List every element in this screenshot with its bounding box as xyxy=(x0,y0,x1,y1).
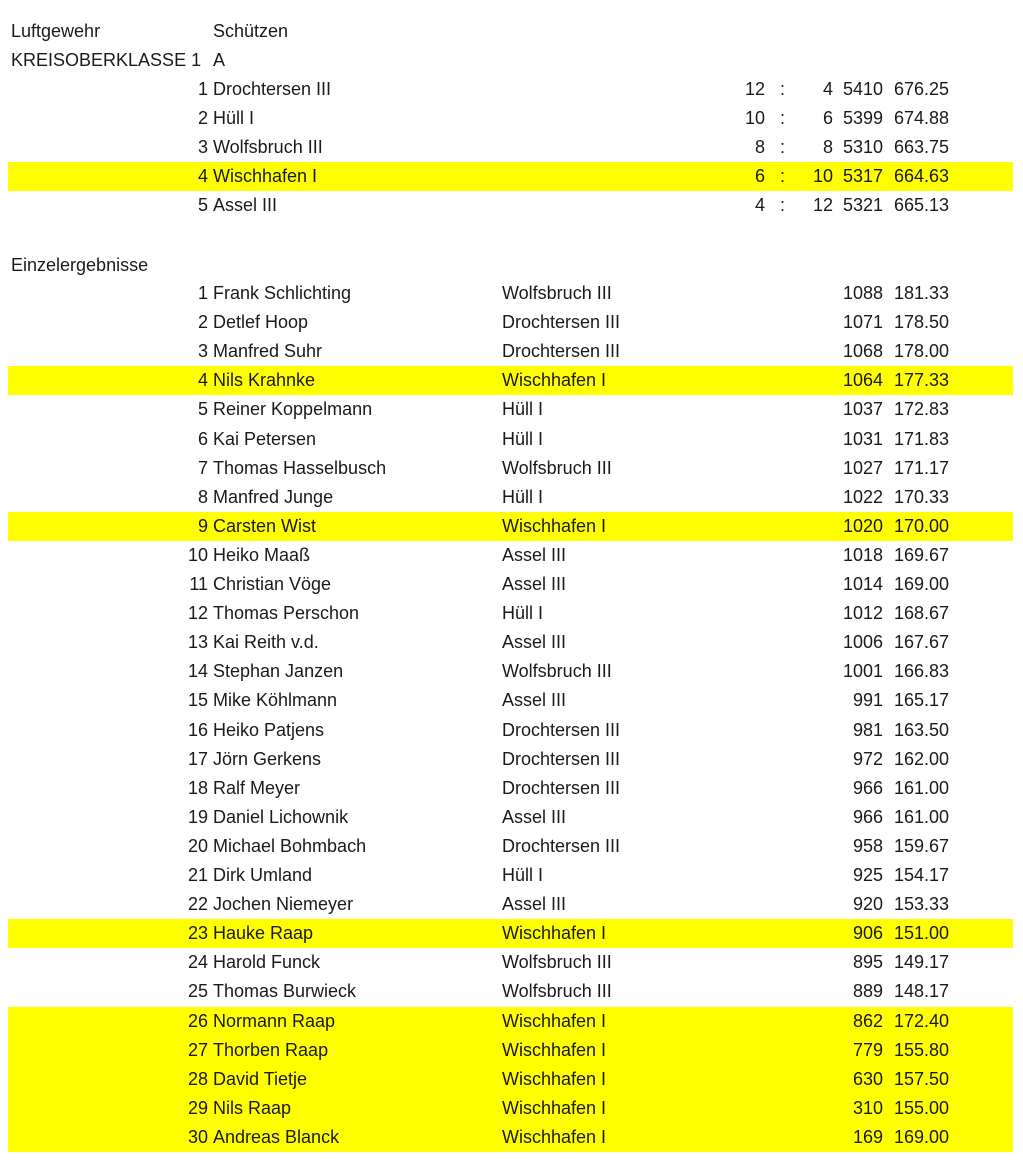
team-average: 663.75 xyxy=(893,137,949,158)
shooter-name: David Tietje xyxy=(213,1068,308,1089)
shooter-rank: 5 xyxy=(197,399,208,420)
shooter-rank: 18 xyxy=(187,777,208,798)
team-total: 5321 xyxy=(842,195,883,216)
shooter-name: Mike Köhlmann xyxy=(213,690,338,711)
shooter-club: Drochtersen III xyxy=(502,748,621,769)
individual-row xyxy=(8,919,1013,948)
header-row-1 xyxy=(8,17,1013,46)
shooter-average: 172.40 xyxy=(893,1010,949,1031)
shooter-total: 1027 xyxy=(842,457,883,478)
shooter-club: Wischhafen I xyxy=(502,1010,607,1031)
individual-row xyxy=(8,1007,1013,1036)
team-average: 664.63 xyxy=(893,166,949,187)
individual-row xyxy=(8,948,1013,977)
shooter-total: 1037 xyxy=(842,399,883,420)
shooter-name: Nils Raap xyxy=(213,1097,292,1118)
shooter-name: Manfred Suhr xyxy=(213,341,323,362)
team-total: 5317 xyxy=(842,166,883,187)
shooter-total: 1006 xyxy=(842,632,883,653)
shooter-total: 1088 xyxy=(842,283,883,303)
shooter-average: 157.50 xyxy=(893,1068,949,1089)
shooter-total: 925 xyxy=(852,865,883,885)
shooter-club: Hüll I xyxy=(502,603,544,624)
shooter-club: Drochtersen III xyxy=(502,341,621,362)
shooter-club: Hüll I xyxy=(502,428,544,449)
shooter-rank: 3 xyxy=(197,341,208,362)
individual-row xyxy=(8,977,1013,1006)
shooter-club: Hüll I xyxy=(502,486,544,507)
shooter-club: Hüll I xyxy=(502,865,544,885)
shooter-club: Wischhafen I xyxy=(502,1068,607,1089)
shooter-rank: 4 xyxy=(197,370,208,391)
individual-row xyxy=(8,308,1013,337)
shooter-rank: 27 xyxy=(187,1039,208,1060)
team-points-won: 8 xyxy=(754,137,765,158)
shooter-name: Kai Petersen xyxy=(213,428,317,449)
individual-row xyxy=(8,425,1013,454)
shooter-total: 991 xyxy=(852,690,883,711)
team-points-won: 10 xyxy=(744,108,765,129)
shooter-rank: 14 xyxy=(187,661,208,682)
team-points-separator: : xyxy=(780,137,786,158)
individual-row xyxy=(8,745,1013,774)
shooter-average: 163.50 xyxy=(893,719,949,740)
team-rank: 3 xyxy=(197,137,208,158)
shooter-total: 630 xyxy=(852,1068,883,1089)
team-name: Wolfsbruch III xyxy=(213,137,323,158)
shooter-average: 151.00 xyxy=(893,923,949,944)
shooter-rank: 21 xyxy=(187,865,208,885)
shooter-average: 181.33 xyxy=(893,283,949,303)
shooter-name: Daniel Lichownik xyxy=(213,806,349,827)
shooter-name: Detlef Hoop xyxy=(213,312,309,333)
team-points-won: 12 xyxy=(744,79,765,99)
individual-row xyxy=(8,395,1013,424)
shooter-total: 862 xyxy=(852,1010,883,1031)
shooter-average: 155.80 xyxy=(893,1039,949,1060)
shooter-rank: 6 xyxy=(197,428,208,449)
team-points-lost: 12 xyxy=(812,195,833,216)
team-points-separator: : xyxy=(780,195,786,216)
team-total: 5399 xyxy=(842,108,883,129)
shooter-rank: 12 xyxy=(187,603,208,624)
individual-row xyxy=(8,483,1013,512)
individual-row xyxy=(8,1036,1013,1065)
shooter-club: Drochtersen III xyxy=(502,719,621,740)
shooter-total: 895 xyxy=(852,952,883,973)
individual-row xyxy=(8,1094,1013,1123)
shooter-total: 966 xyxy=(852,777,883,798)
shooter-club: Wischhafen I xyxy=(502,923,607,944)
shooter-average: 161.00 xyxy=(893,806,949,827)
shooter-average: 153.33 xyxy=(893,894,949,915)
shooter-name: Michael Bohmbach xyxy=(213,835,367,856)
team-row xyxy=(8,104,1013,133)
shooter-club: Drochtersen III xyxy=(502,312,621,333)
individual-row xyxy=(8,454,1013,483)
shooter-name: Christian Vöge xyxy=(213,574,332,594)
shooter-total: 1020 xyxy=(842,515,883,536)
shooter-total: 1071 xyxy=(842,312,883,333)
league-label: KREISOBERKLASSE 1 xyxy=(11,50,202,70)
shooter-name: Ralf Meyer xyxy=(213,777,301,798)
individual-row xyxy=(8,774,1013,803)
individual-section-title-row xyxy=(8,251,1013,280)
team-name: Hüll I xyxy=(213,108,255,129)
shooter-total: 889 xyxy=(852,981,883,1002)
shooter-name: Reiner Koppelmann xyxy=(213,399,373,420)
shooter-club: Assel III xyxy=(502,806,567,827)
shooter-name: Thomas Perschon xyxy=(213,603,360,624)
shooter-name: Andreas Blanck xyxy=(213,1126,340,1147)
individual-row xyxy=(8,657,1013,686)
shooter-name: Thomas Burwieck xyxy=(213,981,357,1002)
shooter-average: 161.00 xyxy=(893,777,949,798)
shooter-average: 165.17 xyxy=(893,690,949,711)
individual-row xyxy=(8,512,1013,541)
shooter-name: Harold Funck xyxy=(213,952,321,973)
individual-row xyxy=(8,1123,1013,1152)
shooter-rank: 25 xyxy=(187,981,208,1002)
individual-section-title: Einzelergebnisse xyxy=(11,255,149,275)
individual-row xyxy=(8,570,1013,599)
shooter-rank: 29 xyxy=(187,1097,208,1118)
team-name: Drochtersen III xyxy=(213,79,332,99)
shooter-average: 170.33 xyxy=(893,486,949,507)
shooter-average: 169.67 xyxy=(893,544,949,565)
category-label: Schützen xyxy=(213,21,289,41)
individual-row xyxy=(8,861,1013,890)
team-rank: 5 xyxy=(197,195,208,216)
shooter-total: 981 xyxy=(852,719,883,740)
individual-row xyxy=(8,1065,1013,1094)
shooter-name: Thomas Hasselbusch xyxy=(213,457,387,478)
team-average: 676.25 xyxy=(893,79,949,99)
team-row xyxy=(8,162,1013,191)
shooter-club: Hüll I xyxy=(502,399,544,420)
shooter-average: 154.17 xyxy=(893,865,949,885)
shooter-total: 1064 xyxy=(842,370,883,391)
shooter-name: Normann Raap xyxy=(213,1010,336,1031)
shooter-rank: 16 xyxy=(187,719,208,740)
shooter-total: 966 xyxy=(852,806,883,827)
individual-row xyxy=(8,541,1013,570)
shooter-average: 171.17 xyxy=(893,457,949,478)
individual-row xyxy=(8,890,1013,919)
individual-row xyxy=(8,832,1013,861)
shooter-club: Drochtersen III xyxy=(502,835,621,856)
shooter-average: 169.00 xyxy=(893,574,949,594)
shooter-rank: 17 xyxy=(187,748,208,769)
shooter-rank: 10 xyxy=(187,544,208,565)
shooter-club: Wischhafen I xyxy=(502,515,607,536)
shooter-average: 149.17 xyxy=(893,952,949,973)
team-name: Wischhafen I xyxy=(213,166,318,187)
individual-row xyxy=(8,628,1013,657)
shooter-club: Wolfsbruch III xyxy=(502,981,612,1002)
shooter-rank: 30 xyxy=(187,1126,208,1147)
shooter-club: Assel III xyxy=(502,574,567,594)
shooter-rank: 11 xyxy=(189,574,208,594)
discipline-label: Luftgewehr xyxy=(11,21,101,41)
shooter-total: 1031 xyxy=(842,428,883,449)
team-points-won: 4 xyxy=(754,195,765,216)
shooter-average: 177.33 xyxy=(893,370,949,391)
shooter-name: Stephan Janzen xyxy=(213,661,344,682)
shooter-total: 1018 xyxy=(842,544,883,565)
shooter-club: Assel III xyxy=(502,544,567,565)
shooter-average: 171.83 xyxy=(893,428,949,449)
individual-row xyxy=(8,337,1013,366)
shooter-club: Assel III xyxy=(502,894,567,915)
shooter-name: Hauke Raap xyxy=(213,923,314,944)
shooter-rank: 7 xyxy=(197,457,208,478)
header-row-2 xyxy=(8,46,1013,75)
shooter-total: 958 xyxy=(852,835,883,856)
shooter-total: 920 xyxy=(852,894,883,915)
shooter-rank: 23 xyxy=(187,923,208,944)
shooter-club: Assel III xyxy=(502,632,567,653)
shooter-total: 1068 xyxy=(842,341,883,362)
shooter-average: 148.17 xyxy=(893,981,949,1002)
individual-row xyxy=(8,366,1013,395)
shooter-club: Wolfsbruch III xyxy=(502,952,612,973)
shooter-club: Wolfsbruch III xyxy=(502,457,612,478)
shooter-rank: 26 xyxy=(187,1010,208,1031)
team-rank: 2 xyxy=(197,108,208,129)
shooter-total: 169 xyxy=(852,1126,883,1147)
team-average: 674.88 xyxy=(893,108,949,129)
individual-row xyxy=(8,599,1013,628)
shooter-club: Wolfsbruch III xyxy=(502,661,612,682)
shooter-rank: 22 xyxy=(187,894,208,915)
team-points-separator: : xyxy=(780,166,786,187)
shooter-rank: 8 xyxy=(197,486,208,507)
team-points-won: 6 xyxy=(754,166,765,187)
shooter-total: 1022 xyxy=(842,486,883,507)
team-row xyxy=(8,75,1013,104)
shooter-name: Kai Reith v.d. xyxy=(213,632,319,653)
team-average: 665.13 xyxy=(893,195,949,216)
team-total: 5410 xyxy=(842,79,883,99)
team-rank: 4 xyxy=(197,166,208,187)
shooter-rank: 2 xyxy=(197,312,208,333)
shooter-total: 310 xyxy=(852,1097,883,1118)
individual-row xyxy=(8,803,1013,832)
team-name: Assel III xyxy=(213,195,278,216)
shooter-club: Wischhafen I xyxy=(502,370,607,391)
shooter-average: 172.83 xyxy=(893,399,949,420)
shooter-name: Heiko Patjens xyxy=(213,719,325,740)
shooter-average: 162.00 xyxy=(893,748,949,769)
shooter-average: 169.00 xyxy=(893,1126,949,1147)
team-rank: 1 xyxy=(197,79,208,99)
shooter-total: 906 xyxy=(852,923,883,944)
individual-row xyxy=(8,686,1013,715)
shooter-total: 1014 xyxy=(842,574,883,594)
shooter-club: Wischhafen I xyxy=(502,1039,607,1060)
shooter-total: 1012 xyxy=(842,603,883,624)
shooter-rank: 20 xyxy=(187,835,208,856)
shooter-rank: 1 xyxy=(197,283,208,303)
shooter-average: 159.67 xyxy=(893,835,949,856)
shooter-club: Drochtersen III xyxy=(502,777,621,798)
shooter-club: Wolfsbruch III xyxy=(502,283,612,303)
group-label: A xyxy=(213,50,226,70)
individual-row xyxy=(8,279,1013,308)
shooter-name: Jochen Niemeyer xyxy=(213,894,354,915)
shooter-name: Manfred Junge xyxy=(213,486,334,507)
individual-row xyxy=(8,716,1013,745)
shooter-name: Jörn Gerkens xyxy=(213,748,322,769)
team-row xyxy=(8,191,1013,220)
shooter-average: 155.00 xyxy=(893,1097,949,1118)
shooter-name: Dirk Umland xyxy=(213,865,313,885)
shooter-name: Carsten Wist xyxy=(213,515,317,536)
shooter-total: 972 xyxy=(852,748,883,769)
shooter-average: 170.00 xyxy=(893,515,949,536)
shooter-total: 1001 xyxy=(842,661,883,682)
shooter-club: Wischhafen I xyxy=(502,1126,607,1147)
team-points-lost: 6 xyxy=(822,108,833,129)
shooter-name: Thorben Raap xyxy=(213,1039,329,1060)
shooter-rank: 19 xyxy=(187,806,208,827)
shooter-rank: 28 xyxy=(187,1068,208,1089)
shooter-rank: 24 xyxy=(187,952,208,973)
team-total: 5310 xyxy=(842,137,883,158)
shooter-average: 166.83 xyxy=(893,661,949,682)
team-points-lost: 8 xyxy=(822,137,833,158)
shooter-average: 168.67 xyxy=(893,603,949,624)
shooter-rank: 13 xyxy=(187,632,208,653)
team-row xyxy=(8,133,1013,162)
shooter-average: 178.50 xyxy=(893,312,949,333)
shooter-average: 167.67 xyxy=(893,632,949,653)
shooter-name: Heiko Maaß xyxy=(213,544,311,565)
team-points-lost: 10 xyxy=(812,166,833,187)
shooter-club: Assel III xyxy=(502,690,567,711)
shooter-total: 779 xyxy=(852,1039,883,1060)
shooter-name: Nils Krahnke xyxy=(213,370,316,391)
shooter-rank: 15 xyxy=(187,690,208,711)
team-points-separator: : xyxy=(780,79,786,99)
team-points-separator: : xyxy=(780,108,786,129)
shooter-club: Wischhafen I xyxy=(502,1097,607,1118)
shooter-rank: 9 xyxy=(197,515,208,536)
shooter-average: 178.00 xyxy=(893,341,949,362)
team-points-lost: 4 xyxy=(822,79,833,99)
shooter-name: Frank Schlichting xyxy=(213,283,352,303)
